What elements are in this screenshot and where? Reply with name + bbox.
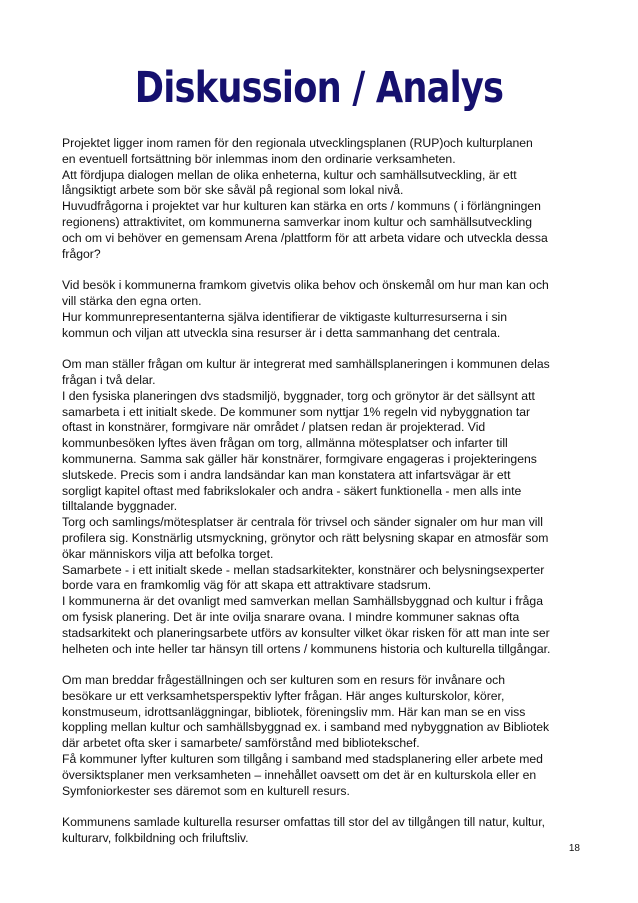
text-line: vill stärka den egna orten.	[62, 293, 202, 308]
text-line: kulturarv, folkbildning och friluftsliv.	[62, 831, 249, 846]
text-line: Om man breddar frågeställningen och ser kulturen som en resurs för invånare och	[62, 673, 506, 688]
text-line: I kommunerna är det ovanligt med samverkan mellan Samhällsbyggnad och kultur i fråga	[62, 594, 543, 609]
text-line: koppling mellan kultur och samhällsbyggnad ex. i samband med nybyggnation av Bibliotek	[62, 720, 550, 735]
text-line: Kommunens samlade kulturella resurser omfattas till stor del av tillgången till natur, kultur,	[62, 815, 545, 830]
text-line: samarbeta i ett initialt skede. De kommuner som nyttjar 1% regeln vid nybyggnation tar	[62, 404, 531, 419]
paragraph	[62, 815, 584, 847]
page-number: 18	[568, 843, 580, 854]
text-line: en eventuell fortsättning bör inlemmas inom den ordinarie verksamheten.	[62, 151, 456, 166]
text-line: om fysisk planering. Det är inte ovilja snarare ovana. I mindre kommuner saknas ofta	[62, 609, 520, 624]
text-line: profilera sig. Konstnärlig utsmyckning, grönytor och rätt belysning skapar en atmosfär som	[62, 530, 549, 545]
text-line: Få kommuner lyfter kulturen som tillgång i samband med stadsplanering eller arbete med	[62, 752, 543, 767]
paragraph	[62, 357, 584, 657]
text-line: Att fördjupa dialogen mellan de olika enheterna, kultur och samhällsutveckling, är ett	[62, 167, 517, 182]
document-body	[62, 136, 584, 863]
paragraph	[62, 278, 584, 341]
text-line: frågan i två delar.	[62, 372, 156, 387]
paragraph	[62, 673, 584, 799]
paragraph	[62, 136, 584, 262]
text-line: tilltalande byggnader.	[62, 499, 178, 514]
text-line: kommunbesöken lyftes även frågan om torg, allmänna mötesplatser och infarter till	[62, 436, 508, 451]
text-line: långsiktigt arbete som bör ske såväl på regional som lokal nivå.	[62, 183, 404, 198]
text-line: sorgligt kapitel oftast med fabrikslokaler och andra - säkert funktionella - men alls inte	[62, 483, 522, 498]
text-line: oftast in konstnärer, formgivare när området / platsen redan är projekterad. Vid	[62, 420, 486, 435]
text-line: och om vi behöver en gemensam Arena /plattform för att arbeta vidare och utveckla dessa	[62, 230, 548, 245]
text-line: slutskede. Precis som i andra landsändar kan man konstatera att infartsvägar är ett	[62, 467, 511, 482]
text-line: översiktsplaner men verksamheten – innehållet oavsett om det är en kulturskola eller en	[62, 767, 537, 782]
text-line: Samarbete - i ett initialt skede - mellan stadsarkitekter, konstnärer och belysningsexperter	[62, 562, 545, 577]
text-line: Torg och samlings/mötesplatser är centrala för trivsel och sänder signaler om hur man vill	[62, 515, 543, 530]
text-line: kommunerna. Samma sak gäller här konstnärer, formgivare engageras i projekteringens	[62, 451, 537, 466]
text-line: Symfoniorkester ses däremot som en kulturell resurs.	[62, 783, 350, 798]
text-line: I den fysiska planeringen dvs stadsmiljö, byggnader, torg och grönytor är det sällsynt att	[62, 388, 535, 403]
text-line: borde vara en framkomlig väg för att skapa ett attraktivare stadsrum.	[62, 578, 432, 593]
text-line: regionens) attraktivitet, om kommunerna samverkar inom kultur och samhällsutveckling	[62, 214, 533, 229]
text-line: Vid besök i kommunerna framkom givetvis olika behov och önskemål om hur man kan och	[62, 278, 549, 293]
text-line: Hur kommunrepresentanterna själva identifierar de viktigaste kulturresurserna i sin	[62, 309, 508, 324]
text-line: Projektet ligger inom ramen för den regionala utvecklingsplanen (RUP)och kulturplanen	[62, 136, 533, 150]
text-line: Huvudfrågorna i projektet var hur kulturen kan stärka en orts / kommuns ( i förlängningen	[62, 199, 541, 214]
text-line: besökare ur ett verksamhetsperspektiv lyfter frågan. Här anges kulturskolor, körer,	[62, 688, 505, 703]
text-line: stadsarkitekt och planeringsarbete utförs av konsulter vilket ökar risken för att man inte ser	[62, 625, 550, 640]
text-line: ökar människors vilja att befolka torget.	[62, 546, 274, 561]
text-line: där arbetet ofta sker i samarbete/ samförstånd med bibliotekschef.	[62, 736, 420, 751]
text-line: Om man ställer frågan om kultur är integrerat med samhällsplaneringen i kommunen delas	[62, 357, 550, 372]
text-line: helheten och inte heller tar hänsyn till ortens / kommunens historia och kulturella tillgångar.	[62, 641, 551, 656]
page-title: Diskussion / Analys	[134, 63, 504, 113]
text-line: konstmuseum, idrottsanläggningar, bibliotek, föreningsliv mm. Här kan man se en viss	[62, 704, 526, 719]
text-line: frågor?	[62, 246, 101, 261]
text-line: kommun och viljan att utveckla sina resurser är i detta sammanhang det centrala.	[62, 325, 501, 340]
